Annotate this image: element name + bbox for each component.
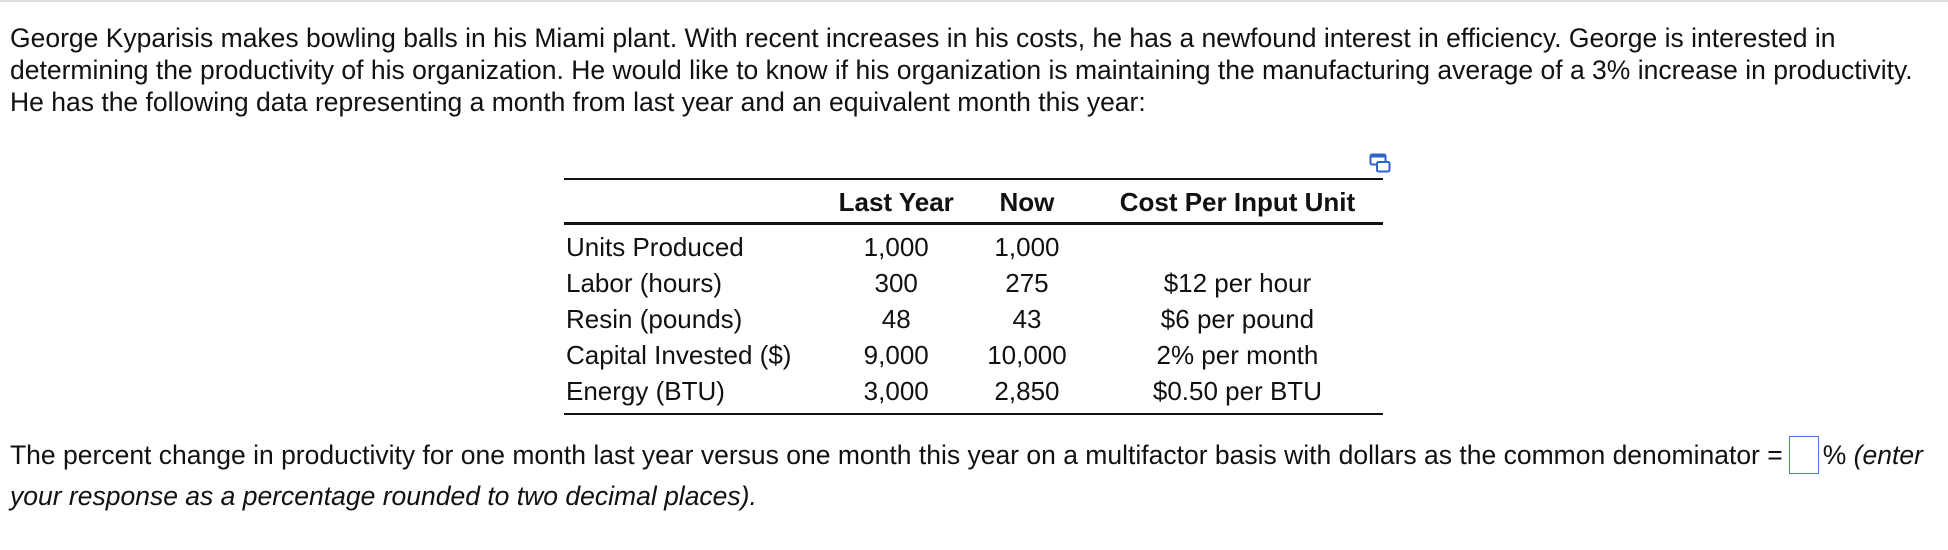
question-text: The percent change in productivity for one month last year versus one month this year on a multifactor basis with dollars as the common denominator = (10, 440, 1783, 470)
percent-answer-box[interactable] (1789, 436, 1819, 474)
data-table-container (564, 178, 1383, 415)
cell-now: 2,850 (994, 375, 1060, 406)
table-row (564, 265, 1383, 301)
cell-cost: $6 per pound (1160, 303, 1315, 334)
row-label: Resin (pounds) (566, 303, 743, 334)
cell-now: 275 (1005, 267, 1049, 298)
percent-answer-input[interactable] (1790, 441, 1818, 477)
cell-now: 10,000 (987, 339, 1067, 370)
header-label-column (564, 179, 830, 224)
question-block (10, 435, 1935, 516)
header-last-year: Last Year (830, 179, 962, 224)
cell-cost: 2% per month (1156, 339, 1319, 370)
cell-last-year: 9,000 (863, 339, 929, 370)
row-label: Capital Invested ($) (566, 339, 792, 370)
percent-unit: % (1822, 440, 1847, 470)
table-header-row (564, 179, 1383, 224)
cell-last-year: 48 (881, 303, 911, 334)
header-now: Now (962, 179, 1092, 224)
problem-statement (10, 22, 1930, 118)
cell-cost (1092, 224, 1383, 266)
top-divider (0, 0, 1948, 2)
cell-last-year: 3,000 (863, 375, 929, 406)
table-row (564, 224, 1383, 266)
cell-last-year: 300 (874, 267, 918, 298)
table-row (564, 337, 1383, 373)
row-label: Units Produced (566, 231, 744, 262)
row-label: Labor (hours) (566, 267, 723, 298)
copy-table-icon[interactable] (1369, 153, 1391, 173)
header-cost-per-input-unit: Cost Per Input Unit (1092, 179, 1383, 224)
cell-cost: $0.50 per BTU (1152, 375, 1322, 406)
copy-table-icon-graphic (1369, 153, 1391, 173)
table-row (564, 301, 1383, 337)
problem-intro-text: George Kyparisis makes bowling balls in his Miami plant. With recent increases in his costs, he has a newfound interest in efficiency. George is interested in determining the productivity of his organization. He would like to know if his organization is maintaining the manufacturing average of a 3% increase in productivity. He has the following data representing a month from last year and an equivalent month this year: (10, 23, 1913, 117)
cell-last-year: 1,000 (863, 231, 929, 262)
row-label: Energy (BTU) (566, 375, 725, 406)
cell-now: 1,000 (994, 231, 1060, 262)
table-row (564, 373, 1383, 414)
cell-now: 43 (1012, 303, 1042, 334)
productivity-data-table (564, 178, 1383, 415)
answer-instruction: (enter your response as a percentage rounded to two decimal places). (10, 440, 1923, 511)
cell-cost: $12 per hour (1163, 267, 1312, 298)
